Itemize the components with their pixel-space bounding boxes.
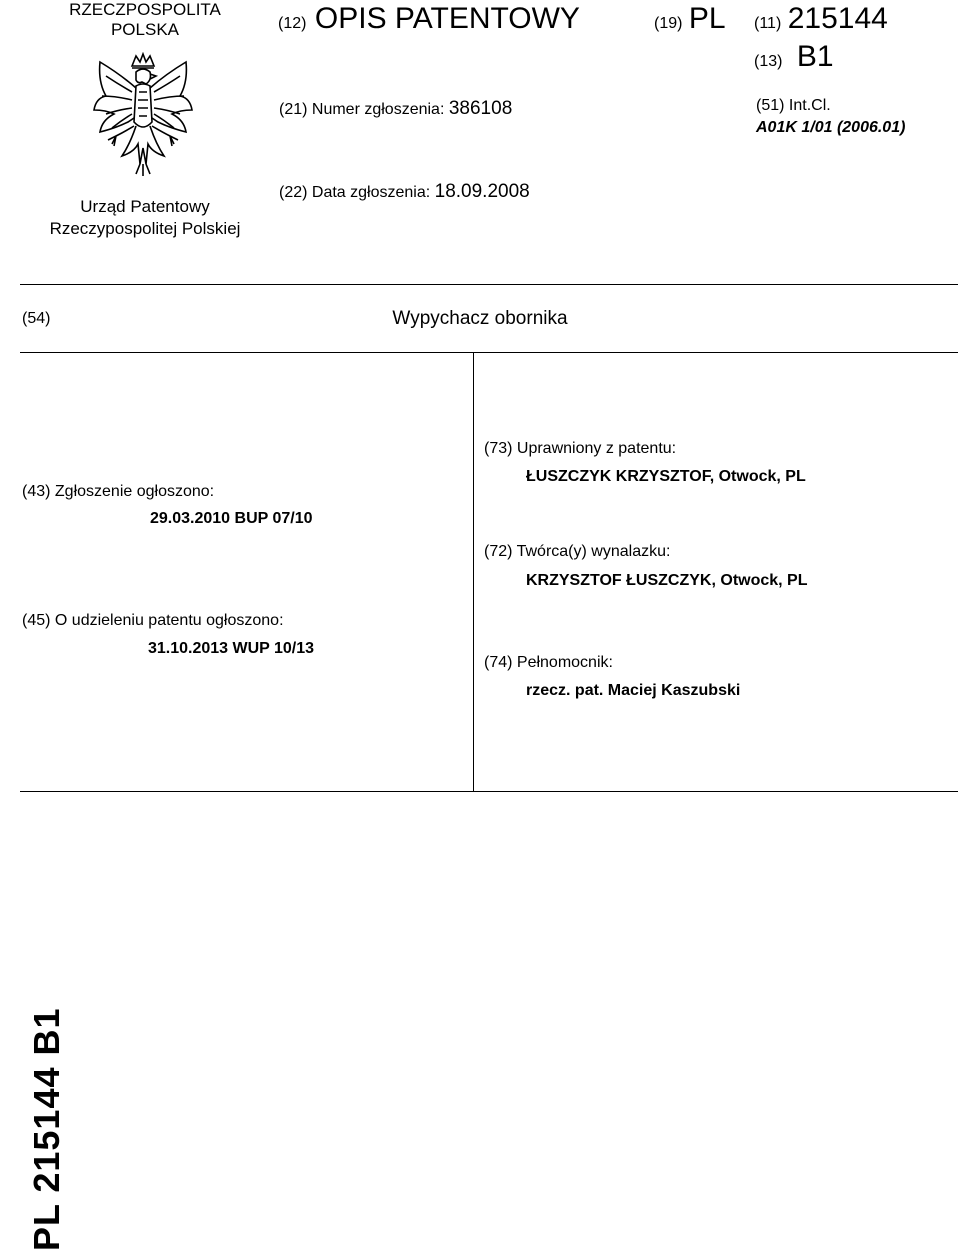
patent-number-value: 215144 xyxy=(787,2,888,35)
country-name xyxy=(0,0,290,40)
country-line-2: POLSKA xyxy=(110,20,180,39)
country-line-1: RZECZPOSPOLITA xyxy=(69,0,221,19)
kind-code-value: B1 xyxy=(796,40,834,73)
country-code-value: PL xyxy=(688,2,726,35)
published-label: (43) Zgłoszenie ogłoszono: xyxy=(22,483,215,500)
patent-office-name xyxy=(0,196,290,240)
inventor-value: KRZYSZTOF ŁUSZCZYK, Otwock, PL xyxy=(526,572,808,589)
spine-patent-id: PL 215144 B1 xyxy=(26,1007,67,1251)
title-bottom-rule xyxy=(20,352,958,353)
granted-value: 31.10.2013 WUP 10/13 xyxy=(148,640,315,657)
patent-number-label: (11) xyxy=(754,15,782,32)
published-value: 29.03.2010 BUP 07/10 xyxy=(150,510,313,527)
document-type xyxy=(278,2,580,36)
patent-number xyxy=(754,2,888,36)
doc-type-code: (12) xyxy=(278,15,307,32)
attorney-label: (74) Pełnomocnik: xyxy=(484,654,613,671)
column-divider xyxy=(473,352,474,792)
country-code-label: (19) xyxy=(654,15,683,32)
kind-code xyxy=(754,40,834,74)
doc-type: OPIS PATENTOWY xyxy=(314,2,580,35)
section-bottom-rule xyxy=(20,791,958,792)
title-code: (54) xyxy=(22,310,51,327)
application-number xyxy=(279,98,512,120)
filing-date xyxy=(279,181,530,203)
country-code xyxy=(654,2,726,36)
filing-date-value: 18.09.2008 xyxy=(434,181,530,202)
attorney-value: rzecz. pat. Maciej Kaszubski xyxy=(526,682,741,699)
owner-value: ŁUSZCZYK KRZYSZTOF, Otwock, PL xyxy=(526,468,806,485)
intcl-label: (51) Int.Cl. xyxy=(756,97,831,114)
office-line-2: Rzeczypospolitej Polskiej xyxy=(49,219,241,238)
application-number-value: 386108 xyxy=(448,98,513,119)
invention-title: Wypychacz obornika xyxy=(392,308,568,329)
polish-eagle-emblem-icon xyxy=(92,52,194,182)
intcl-value: A01K 1/01 (2006.01) xyxy=(756,119,906,136)
granted-label: (45) O udzieleniu patentu ogłoszono: xyxy=(22,612,284,629)
title-top-rule xyxy=(20,284,958,285)
office-line-1: Urząd Patentowy xyxy=(80,197,210,216)
kind-code-label: (13) xyxy=(754,53,783,70)
inventor-label: (72) Twórca(y) wynalazku: xyxy=(484,543,671,560)
owner-label: (73) Uprawniony z patentu: xyxy=(484,440,677,457)
application-number-label: (21) Numer zgłoszenia: xyxy=(279,101,445,118)
filing-date-label: (22) Data zgłoszenia: xyxy=(279,184,431,201)
